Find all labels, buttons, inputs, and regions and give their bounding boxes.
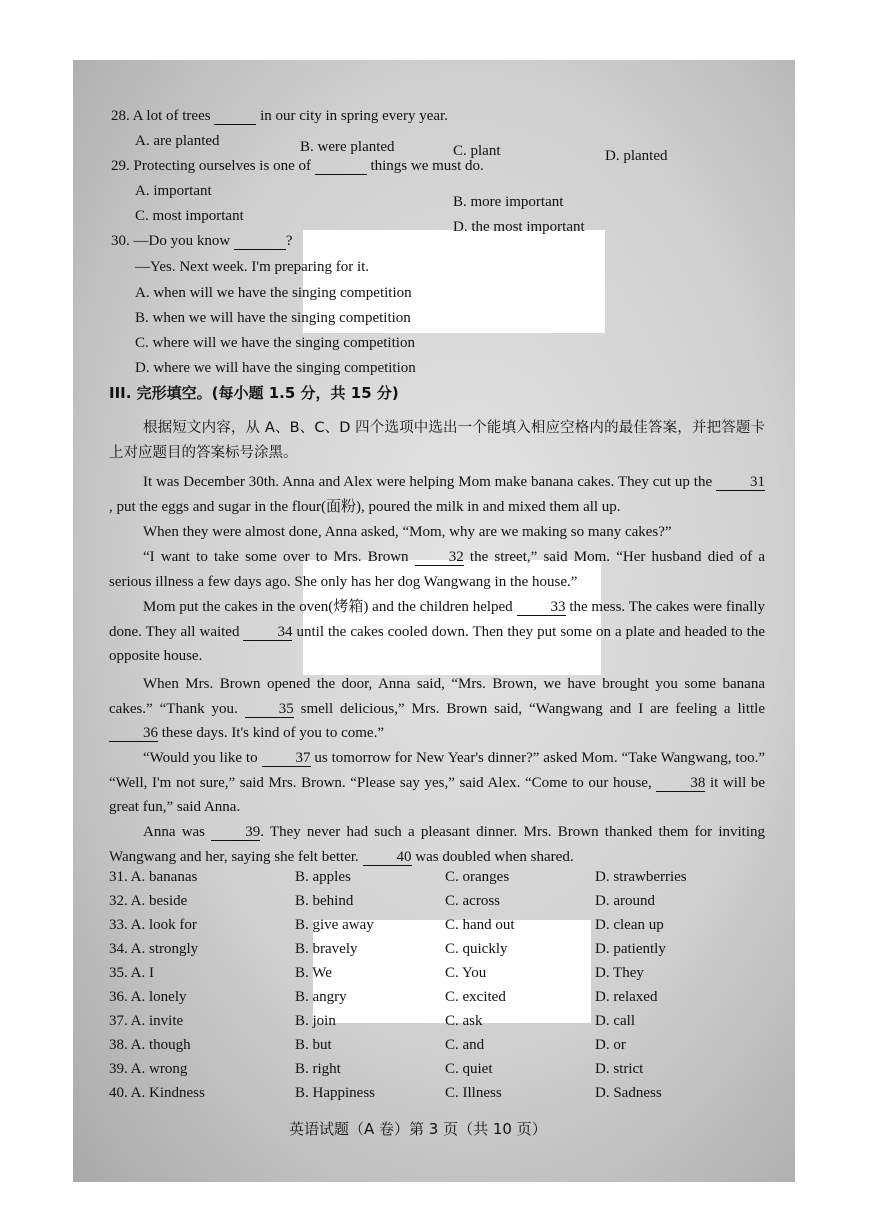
question-stem-after: in our city in spring every year.: [260, 108, 448, 124]
answer-blank: [214, 108, 256, 125]
cloze-option: B. bravely: [295, 941, 358, 957]
passage-text: , put the eggs and sugar in the flour(面粉), poured the milk in and mixed them all up.: [109, 498, 621, 515]
option: D. the most important: [453, 219, 585, 235]
cloze-option: B. behind: [295, 893, 354, 909]
passage-text: it will be great fun,” said Anna.: [109, 774, 766, 816]
cloze-option: B. apples: [295, 869, 351, 885]
passage-paragraph: [109, 470, 765, 519]
cloze-option: 32. A. beside: [109, 893, 188, 909]
cloze-option: B. but: [295, 1037, 332, 1053]
passage-text: the mess. The cakes were finally done. They all waited: [109, 599, 766, 640]
question-28-stem: [111, 107, 448, 125]
option: B. more important: [453, 194, 564, 210]
cloze-option: 35. A. I: [109, 965, 154, 981]
cloze-blank-40: 40: [363, 849, 412, 866]
passage-text: smell delicious,” Mrs. Brown said, “Wangwang and I are feeling a little: [300, 700, 766, 717]
cloze-option: 40. A. Kindness: [109, 1085, 205, 1101]
option: B. when we will have the singing competition: [135, 310, 411, 326]
question-30-reply: —Yes. Next week. I'm preparing for it.: [135, 259, 370, 275]
option: C. where will we have the singing competition: [135, 335, 415, 351]
cloze-option: 36. A. lonely: [109, 989, 187, 1005]
passage-text: until the cakes cooled down. Then they put some on a plate and headed to the opposite house.: [109, 623, 766, 665]
option: C. plant: [453, 143, 501, 159]
answer-blank: [234, 233, 286, 250]
option: A. are planted: [135, 133, 220, 149]
answer-blank: [315, 158, 367, 175]
passage-text: “Would you like to: [143, 750, 258, 766]
question-stem: 29. Protecting ourselves is one of: [111, 158, 311, 174]
option: D. planted: [605, 148, 668, 164]
cloze-option: D. patiently: [595, 941, 666, 957]
passage-paragraph: [109, 545, 765, 594]
cloze-option: C. You: [445, 965, 487, 981]
cloze-option: C. quickly: [445, 941, 508, 957]
cloze-option: B. give away: [295, 917, 374, 933]
cloze-option: 31. A. bananas: [109, 869, 198, 885]
cloze-blank-33: 33: [517, 599, 566, 616]
option: A. important: [135, 183, 212, 199]
cloze-blank-34: 34: [243, 624, 292, 641]
passage-text: us tomorrow for New Year's dinner?” asked Mom. “Take Wangwang, too.” “Well, I'm not sure,” said Mrs. Brown. “Please say yes,” said Alex. “Come to our house,: [109, 750, 765, 791]
cloze-option: D. strict: [595, 1061, 644, 1077]
option: B. were planted: [300, 139, 395, 155]
cloze-option: D. around: [595, 893, 655, 909]
cloze-blank-35: 35: [245, 701, 294, 718]
cloze-blank-31: 31: [716, 474, 765, 491]
cloze-option: D. call: [595, 1013, 635, 1029]
passage-text: When Mrs. Brown opened the door, Anna said, “Mrs. Brown, we have brought you some banana cakes.” “Thank you.: [109, 676, 765, 717]
option: C. most important: [135, 208, 244, 224]
cloze-option: C. excited: [445, 989, 506, 1005]
cloze-option: D. Sadness: [595, 1085, 662, 1101]
passage-text: . They never had such a pleasant dinner. Mrs. Brown thanked them for inviting Wangwang and her, saying she felt better.: [109, 824, 766, 865]
cloze-option: 38. A. though: [109, 1037, 191, 1053]
passage-paragraph: When they were almost done, Anna asked, “Mom, why are we making so many cakes?”: [143, 524, 672, 540]
cloze-option: D. relaxed: [595, 989, 658, 1005]
cloze-option: B. Happiness: [295, 1085, 375, 1101]
passage-paragraph: [109, 595, 765, 669]
option: D. where we will have the singing competition: [135, 360, 416, 376]
passage-paragraph: [109, 672, 765, 746]
cloze-blank-39: 39: [211, 824, 260, 841]
cloze-blank-37: 37: [262, 750, 311, 767]
cloze-option: B. We: [295, 965, 332, 981]
cloze-option: B. right: [295, 1061, 341, 1077]
passage-paragraph: [109, 820, 765, 869]
cloze-option: 39. A. wrong: [109, 1061, 188, 1077]
cloze-option: D. strawberries: [595, 869, 687, 885]
question-stem-after: ?: [285, 233, 293, 249]
passage-text: Anna was: [143, 824, 206, 840]
cloze-option: C. and: [445, 1037, 485, 1053]
page-footer: 英语试题（A 卷）第 3 页（共 10 页）: [289, 1120, 547, 1138]
cloze-option: 37. A. invite: [109, 1013, 184, 1029]
cloze-blank-32: 32: [415, 549, 464, 566]
cloze-option: 34. A. strongly: [109, 941, 199, 957]
cloze-option: C. ask: [445, 1013, 483, 1029]
passage-text: It was December 30th. Anna and Alex were helping Mom make banana cakes. They cut up the: [143, 474, 713, 490]
cloze-option: D. clean up: [595, 917, 664, 933]
question-29-stem: [111, 157, 484, 175]
cloze-option: B. join: [295, 1013, 336, 1029]
cloze-blank-36: 36: [109, 725, 158, 742]
cloze-option: C. Illness: [445, 1085, 502, 1101]
cloze-option: C. across: [445, 893, 500, 909]
question-stem-after: things we must do.: [370, 158, 484, 174]
passage-text: was doubled when shared.: [415, 848, 574, 865]
passage-text: these days. It's kind of you to come.”: [161, 725, 384, 742]
passage-text: the street,” said Mom. “Her husband died of a serious illness a few days ago. She only has her dog Wangwang in the house.”: [109, 549, 766, 590]
cloze-option: B. angry: [295, 989, 347, 1005]
cloze-option: D. They: [595, 965, 644, 981]
cloze-blank-38: 38: [656, 775, 705, 792]
option: A. when will we have the singing competition: [135, 285, 412, 301]
cloze-option: C. quiet: [445, 1061, 493, 1077]
passage-text: Mom put the cakes in the oven(烤箱) and the children helped: [143, 599, 513, 615]
cloze-option: C. oranges: [445, 869, 510, 885]
section-instruction: 根据短文内容，从 A、B、C、D 四个选项中选出一个能填入相应空格内的最佳答案，并把答题卡上对应题目的答案标号涂黑。: [109, 420, 765, 461]
cloze-option: 33. A. look for: [109, 917, 197, 933]
question-stem: 30. —Do you know: [111, 233, 231, 249]
question-30-stem: [111, 232, 293, 250]
passage-text: “I want to take some over to Mrs. Brown: [143, 549, 409, 565]
cloze-option: D. or: [595, 1037, 626, 1053]
section-heading: III. 完形填空。(每小题 1.5 分，共 15 分): [109, 384, 399, 402]
question-stem: 28. A lot of trees: [111, 108, 211, 124]
passage-paragraph: [109, 746, 765, 820]
cloze-option: C. hand out: [445, 917, 515, 933]
exam-page: [73, 60, 795, 1182]
